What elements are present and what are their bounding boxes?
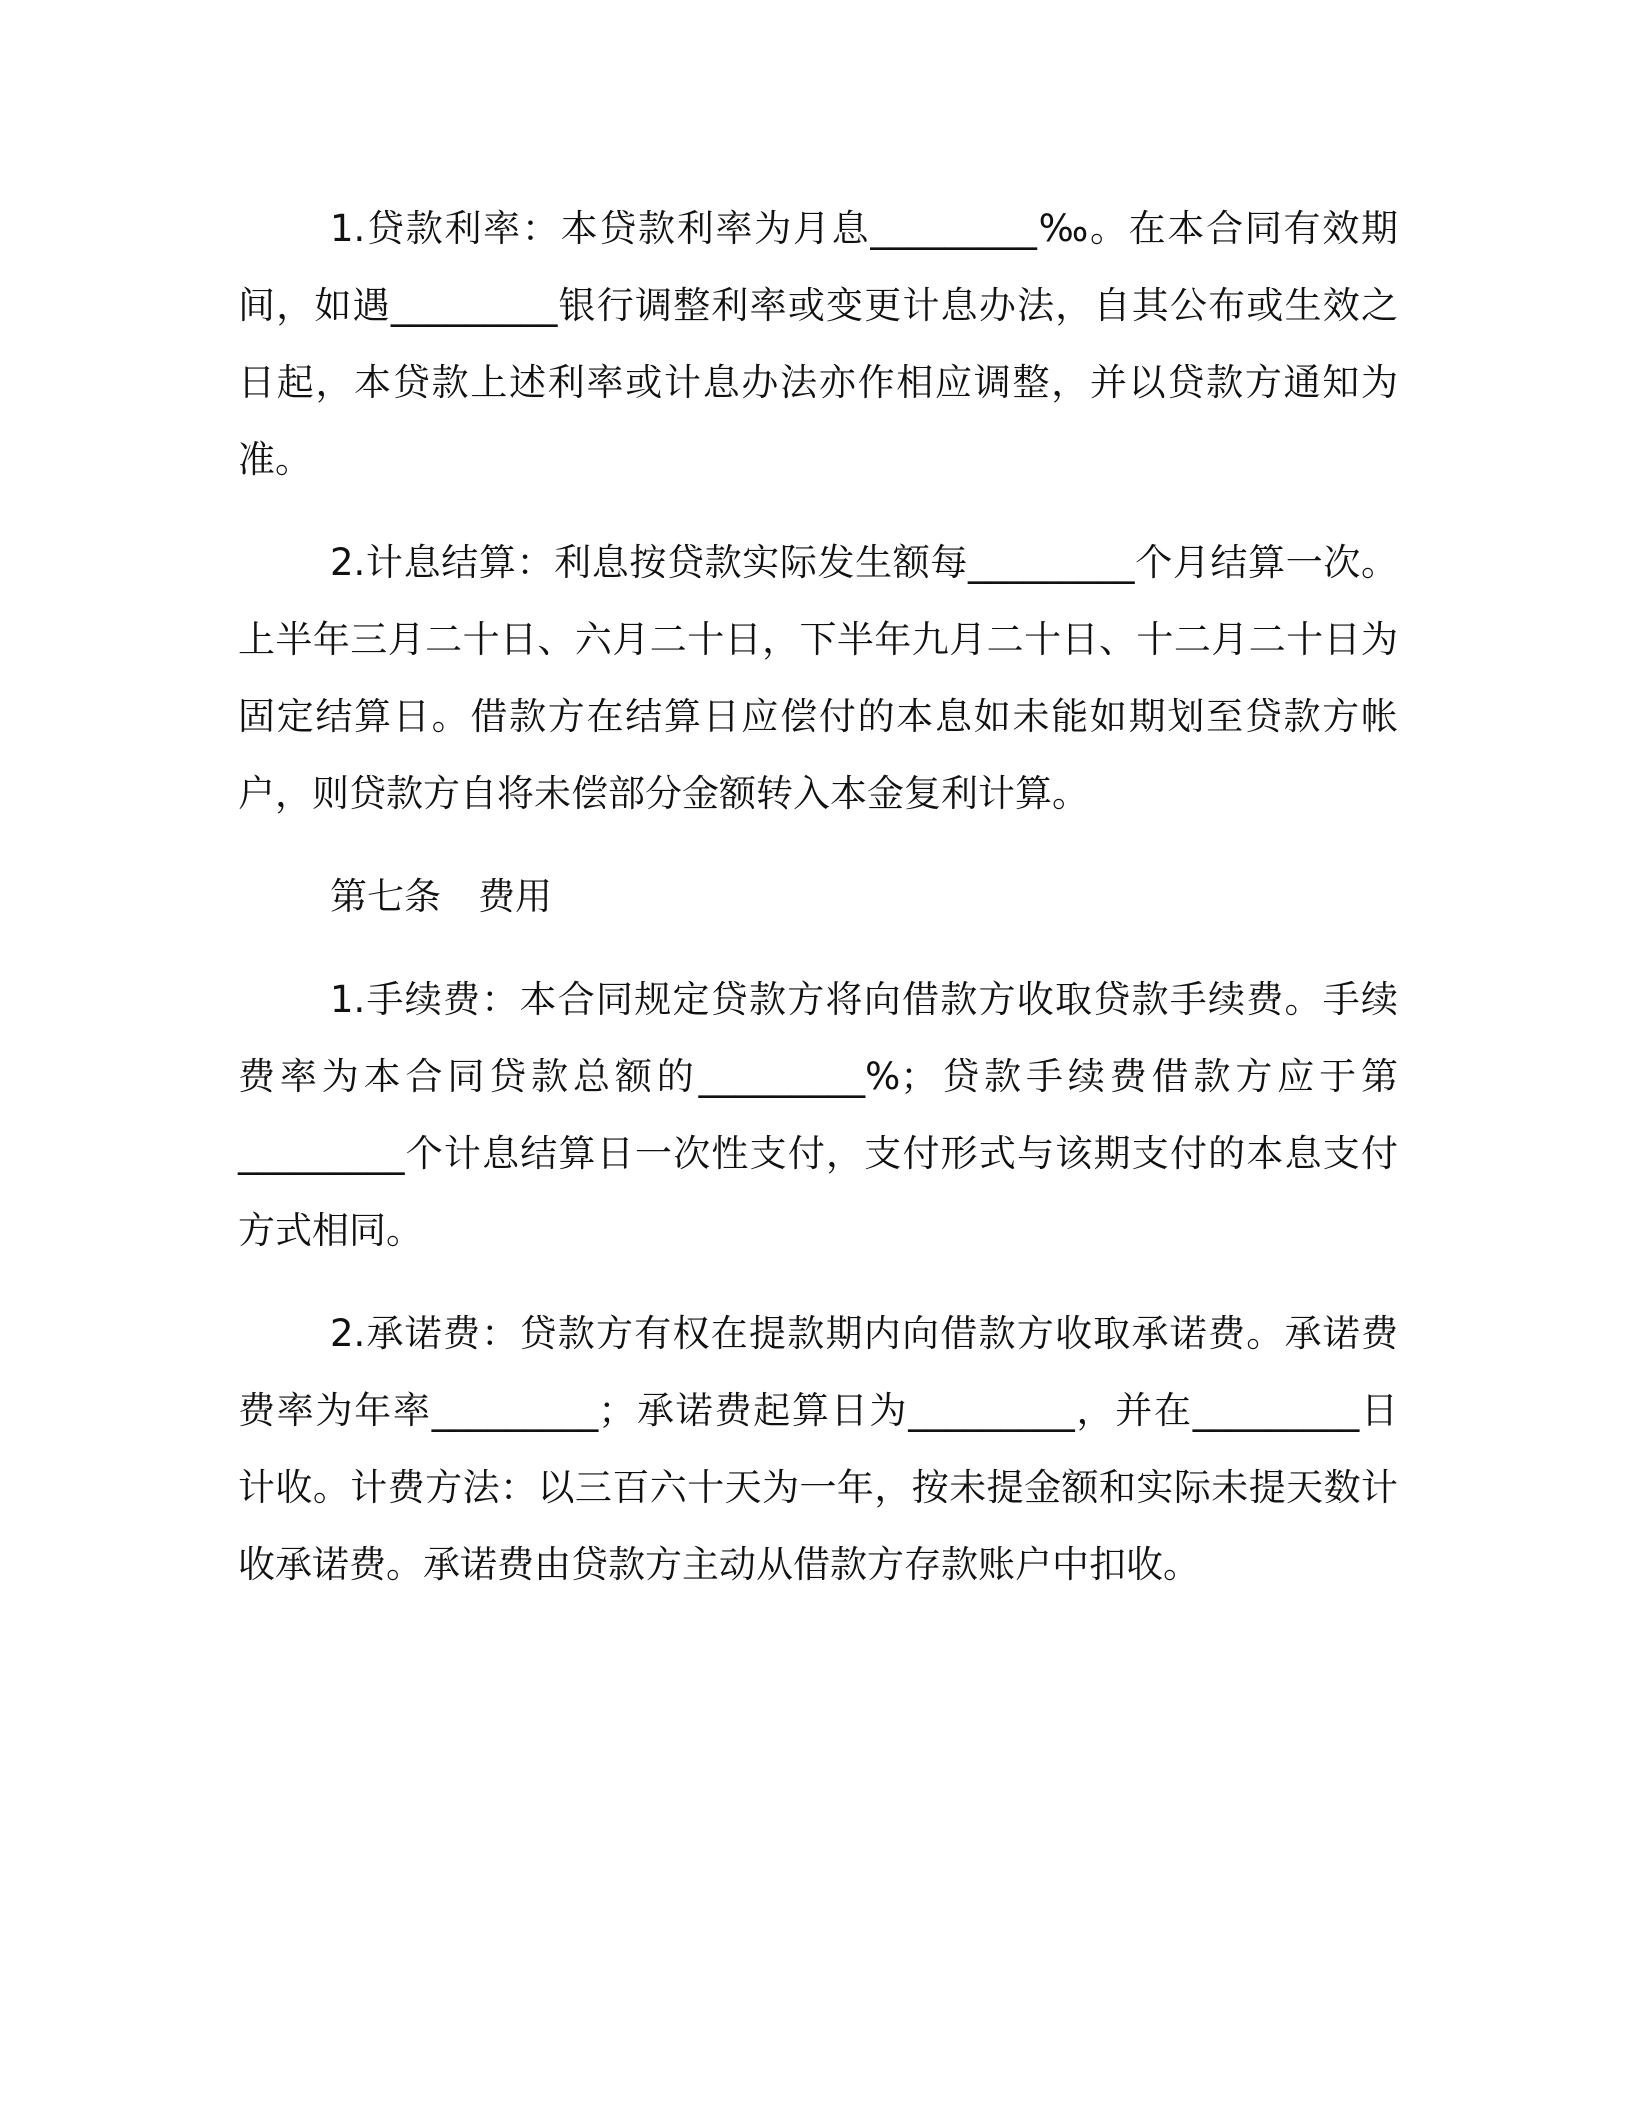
document-body <box>238 190 1398 1629</box>
paragraph-interest-settlement: 2.计息结算：利息按贷款实际发生额每_________个月结算一次。上半年三月二十日、六月二十日，下半年九月二十日、十二月二十日为固定结算日。借款方在结算日应偿付的本息如未能如期划至贷款方帐户，则贷款方自将未偿部分金额转入本金复利计算。 <box>238 541 1398 815</box>
paragraph-loan-interest-rate: 1.贷款利率：本贷款利率为月息_________‰。在本合同有效期间，如遇_________银行调整利率或变更计息办法，自其公布或生效之日起，本贷款上述利率或计息办法亦作相应调整，并以贷款方通知为准。 <box>238 207 1398 481</box>
paragraph-commitment-fee: 2.承诺费：贷款方有权在提款期内向借款方收取承诺费。承诺费费率为年率_________；承诺费起算日为_________，并在_________日计收。计费方法：以三百六十天为一年，按未提金额和实际未提天数计收承诺费。承诺费由贷款方主动从借款方存款账户中扣收。 <box>238 1312 1398 1586</box>
paragraph-handling-fee: 1.手续费：本合同规定贷款方将向借款方收取贷款手续费。手续费率为本合同贷款总额的_________%；贷款手续费借款方应于第_________个计息结算日一次性支付，支付形式与该期支付的本息支付方式相同。 <box>238 978 1398 1252</box>
article-seven-heading: 第七条 费用 <box>330 875 552 918</box>
